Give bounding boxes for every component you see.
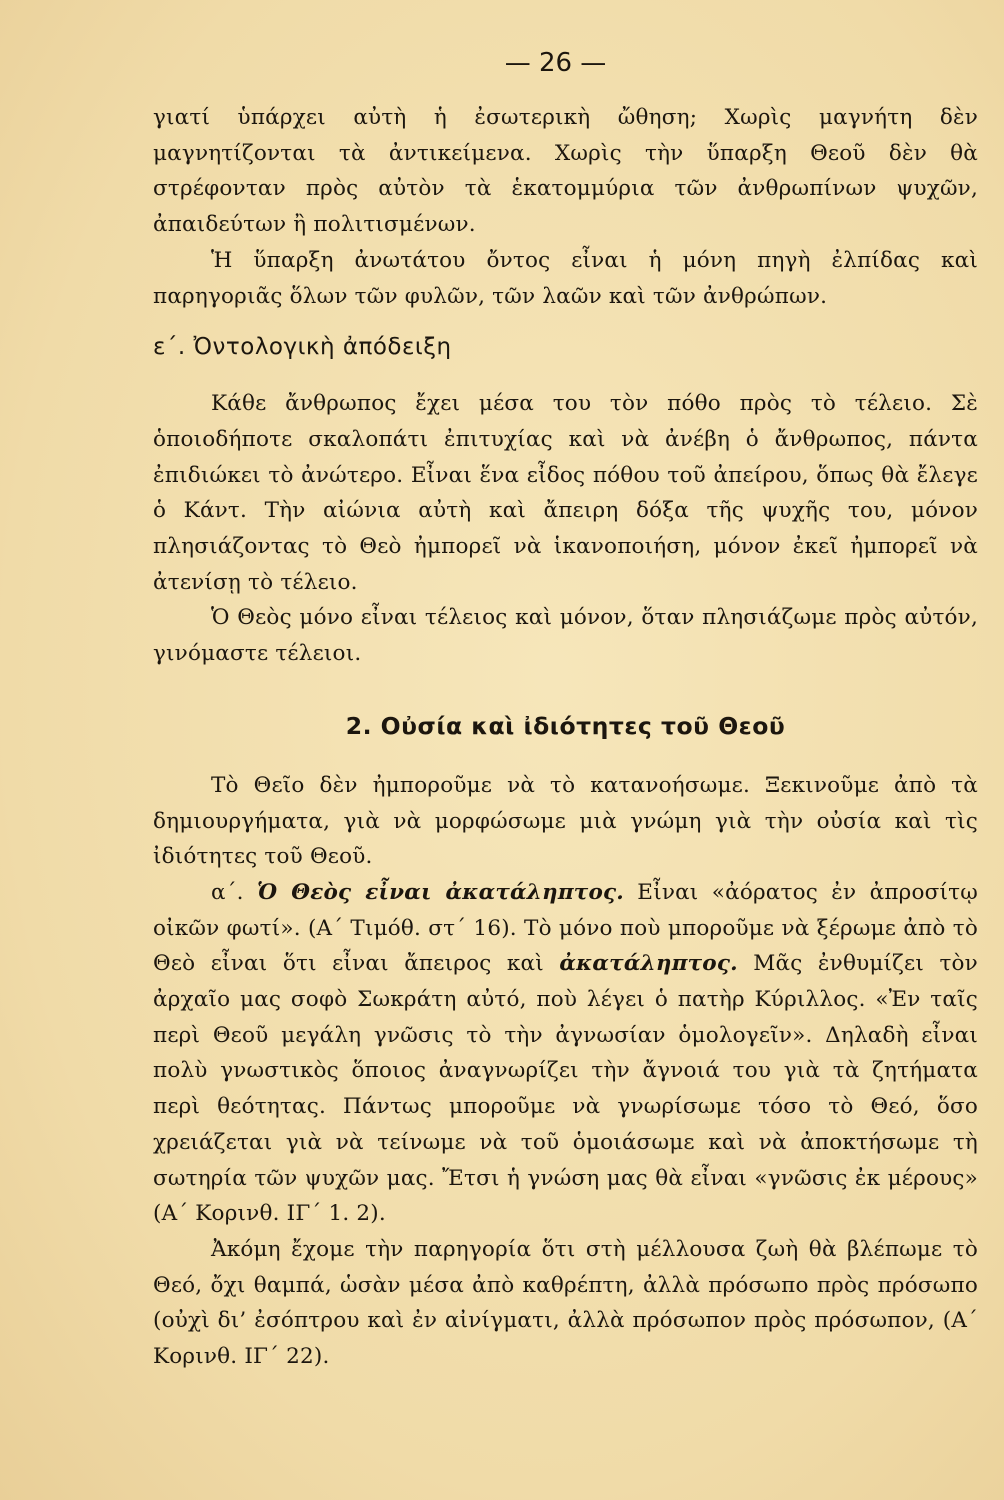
- paragraph-continued: γιατί ὑπάρχει αὐτὴ ἡ ἐσωτερικὴ ὤθηση; Χωρὶς μαγνήτη δὲν μαγνητίζονται τὰ ἀντικείμενα. Χωρὶς τὴν ὕπαρξη Θεοῦ δὲν θὰ στρέφονταν πρὸς αὐτὸν τὰ ἑκατομμύρια τῶν ἀνθρωπίνων ψυχῶν, ἀπαιδεύτων ἢ πολιτισμένων.: [153, 105, 978, 238]
- item-bold-word: ἀκατάληπτος.: [559, 951, 738, 977]
- paragraph: Ἀκόμη ἔχομε τὴν παρηγορία ὅτι στὴ μέλλουσα ζωὴ θὰ βλέπωμε τὸ Θεό, ὄχι θαμπά, ὡσὰν μέσα ἀπὸ καθρέπτη, ἀλλὰ πρόσωπο πρὸς πρόσωπο (οὐχὶ δι’ ἐσόπτρου καὶ ἐν αἰνίγματι, ἀλλὰ πρόσωπον πρὸς πρόσωπον, (Α΄ Κορινθ. ΙΓ΄ 22).: [153, 1236, 978, 1370]
- paragraph: Ἡ ὕπαρξη ἀνωτάτου ὄντος εἶναι ἡ μόνη πηγὴ ἐλπίδας καὶ παρηγοριᾶς ὅλων τῶν φυλῶν, τῶν λαῶν καὶ τῶν ἀνθρώπων.: [153, 247, 978, 309]
- section-heading-ontological-proof: ε΄. Ὀντολογικὴ ἀπόδειξη: [153, 334, 452, 361]
- chapter-heading: 2. Οὐσία καὶ ἰδιότητες τοῦ Θεοῦ: [345, 711, 786, 740]
- item-text: Μᾶς ἐνθυμίζει τὸν ἀρχαῖο μας σοφὸ Σωκράτη αὐτό, ποὺ λέγει ὁ πατὴρ Κύριλλος. «Ἐν ταῖς περὶ Θεοῦ μεγάλη γνῶσις τὸ τὴν ἀγνωσίαν ὁμολογεῖν». Δηλαδὴ εἶναι πολὺ γνωστικὸς ὅποιος ἀναγνωρίζει τὴν ἄγνοιά του γιὰ τὰ ζητήματα περὶ θεότητας. Πάντως μποροῦμε νὰ γνωρίσωμε τόσο τὸ Θεό, ὅσο χρειάζεται γιὰ νὰ τείνωμε νὰ τοῦ ὁμοιάσωμε καὶ νὰ ἀποκτήσωμε τὴ σωτηρία τῶν ψυχῶν μας. Ἔτσι ἡ γνώση μας θὰ εἶναι «γνῶσις ἐκ μέρους» (Α΄ Κορινθ. ΙΓ΄ 1. 2).: [153, 951, 978, 1227]
- paragraph: Τὸ Θεῖο δὲν ἠμποροῦμε νὰ τὸ κατανοήσωμε. Ξεκινοῦμε ἀπὸ τὰ δημιουργήματα, γιὰ νὰ μορφώσωμε μιὰ γνώμη γιὰ τὴν οὐσία καὶ τὶς ἰδιότητες τοῦ Θεοῦ.: [153, 772, 978, 870]
- item-text: Εἶναι «ἀόρατος ἐν ἀπροσίτῳ οἰκῶν φωτί». (Α΄ Τιμόθ. στ΄ 16). Τὸ μόνο ποὺ μποροῦμε νὰ ξέρωμε ἀπὸ τὸ Θεὸ εἶναι ὅτι εἶναι ἄπειρος καὶ: [153, 879, 978, 977]
- page-number: — 26 —: [504, 48, 607, 78]
- paragraph: Κάθε ἄνθρωπος ἔχει μέσα του τὸν πόθο πρὸς τὸ τέλειο. Σὲ ὁποιοδήποτε σκαλοπάτι ἐπιτυχίας καὶ νὰ ἀνέβη ὁ ἄνθρωπος, πάντα ἐπιδιώκει τὸ ἀνώτερο. Εἶναι ἕνα εἶδος πόθου τοῦ ἀπείρου, ὅπως θὰ ἔλεγε ὁ Κάντ. Τὴν αἰώνια αὐτὴ καὶ ἄπειρη δόξα τῆς ψυχῆς του, μόνον πλησιάζοντας τὸ Θεὸ ἠμπορεῖ νὰ ἱκανοποιήση, μόνον ἐκεῖ ἠμπορεῖ νὰ ἀτενίσῃ τὸ τέλειο.: [153, 391, 978, 595]
- item-label: α΄.: [211, 879, 244, 905]
- paragraph-item-a: [153, 875, 978, 1232]
- item-bold-title: Ὁ Θεὸς εἶναι ἀκατάληπτος.: [257, 879, 624, 905]
- paragraph: Ὁ Θεὸς μόνο εἶναι τέλειος καὶ μόνον, ὅταν πλησιάζωμε πρὸς αὐτόν, γινόμαστε τέλειοι.: [153, 605, 978, 667]
